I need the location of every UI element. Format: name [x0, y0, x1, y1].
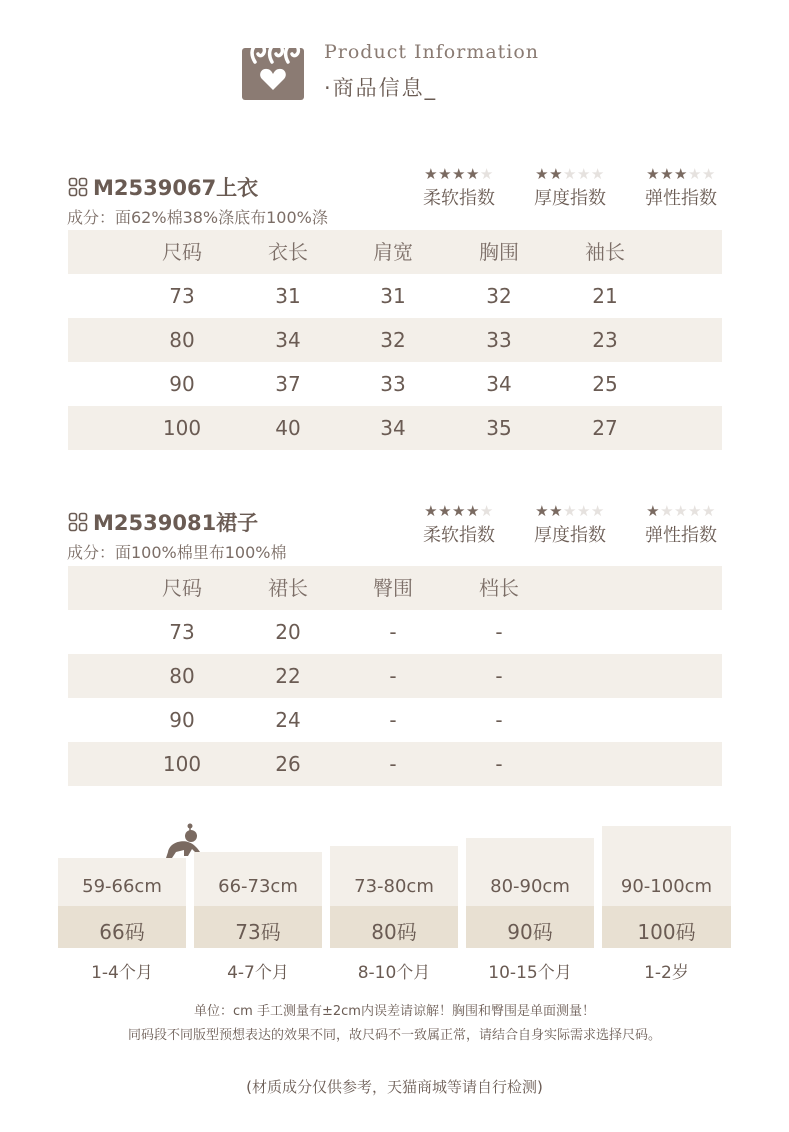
age-range: 1-4个月: [91, 963, 153, 983]
height-range: 80-90cm: [490, 876, 570, 897]
size-code: 100码: [637, 920, 696, 944]
shopping-bag-heart-icon: [242, 38, 304, 100]
star-empty-icon: ★: [660, 502, 675, 520]
star-rating: [414, 166, 504, 182]
table-cell: 23: [592, 328, 618, 352]
column-header: 臀围: [373, 576, 413, 600]
size-code: 73码: [235, 920, 281, 944]
table-cell: 20: [275, 620, 301, 644]
star-rating: [636, 503, 726, 519]
column-header: 尺码: [162, 240, 202, 264]
table-row: [68, 318, 722, 362]
table-cell: -: [389, 664, 397, 688]
column-header: 裙长: [268, 576, 308, 600]
table-cell: 24: [275, 708, 301, 732]
rating-softness: [414, 503, 504, 547]
age-range: 10-15个月: [488, 963, 572, 983]
rating-label: 柔软指数: [423, 188, 495, 209]
table-cell: 31: [380, 284, 406, 308]
rating-label: 弹性指数: [645, 525, 717, 546]
star-empty-icon: ★: [590, 502, 605, 520]
rating-softness: [414, 166, 504, 210]
table-cell: -: [495, 752, 503, 776]
fit-note: 同码段不同版型预想表达的效果不同，故尺码不一致属正常，请结合自身实际需求选择尺码。: [127, 1028, 661, 1043]
star-rating: [525, 503, 615, 519]
table-header-row: [68, 230, 722, 274]
table-cell: 100: [162, 752, 202, 776]
star-filled-icon: ★: [535, 165, 550, 183]
height-range: 90-100cm: [620, 876, 713, 897]
product-composition: 成分：面100%棉里布100%棉: [67, 543, 287, 562]
age-range: 8-10个月: [357, 963, 431, 983]
rating-label: 柔软指数: [423, 525, 495, 546]
star-filled-icon: ★: [549, 502, 564, 520]
height-range: 59-66cm: [82, 876, 162, 897]
star-filled-icon: ★: [438, 165, 453, 183]
table-cell: 21: [592, 284, 618, 308]
table-cell: 26: [275, 752, 301, 776]
rating-thickness: [525, 503, 615, 547]
star-filled-icon: ★: [660, 165, 675, 183]
table-cell: -: [495, 620, 503, 644]
star-empty-icon: ★: [563, 165, 577, 183]
header-title-cn: ·商品信息_: [324, 76, 438, 100]
star-filled-icon: ★: [424, 165, 439, 183]
table-cell: 25: [592, 372, 618, 396]
column-header: 肩宽: [373, 240, 413, 264]
table-cell: -: [389, 752, 397, 776]
star-filled-icon: ★: [465, 165, 480, 183]
column-header: 档长: [479, 576, 519, 600]
table-cell: -: [389, 708, 397, 732]
rating-thickness: [525, 166, 615, 210]
table-cell: 80: [169, 328, 195, 352]
star-filled-icon: ★: [549, 165, 564, 183]
table-row: [68, 698, 722, 742]
table-header-row: [68, 566, 722, 610]
column-header: 尺码: [162, 576, 202, 600]
table-cell: 32: [380, 328, 406, 352]
star-empty-icon: ★: [701, 165, 716, 183]
table-cell: 90: [169, 708, 195, 732]
star-filled-icon: ★: [674, 165, 688, 183]
age-range: 1-2岁: [644, 963, 689, 983]
table-cell: 73: [169, 620, 195, 644]
star-empty-icon: ★: [590, 165, 605, 183]
column-header: 袖长: [585, 240, 625, 264]
product-title: [68, 507, 258, 537]
rating-label: 厚度指数: [534, 525, 606, 546]
table-cell: 33: [486, 328, 512, 352]
table-cell: 90: [169, 372, 195, 396]
table-cell: 100: [162, 416, 202, 440]
star-rating: [525, 166, 615, 182]
grid-icon: [68, 512, 88, 532]
table-cell: -: [389, 620, 397, 644]
table-row: [68, 274, 722, 318]
rating-elasticity: [636, 166, 726, 210]
star-empty-icon: ★: [576, 502, 591, 520]
size-guide-item: [58, 858, 186, 988]
rating-label: 厚度指数: [534, 188, 606, 209]
size-table: [68, 566, 722, 786]
size-guide-item: [194, 852, 322, 988]
star-filled-icon: ★: [438, 502, 453, 520]
material-disclaimer: (材质成分仅供参考，天猫商城等请自行检测): [246, 1078, 543, 1096]
table-cell: 27: [592, 416, 618, 440]
header-title-en: Product Information: [324, 41, 540, 63]
size-code: 90码: [507, 920, 553, 944]
star-empty-icon: ★: [479, 502, 494, 520]
star-empty-icon: ★: [563, 502, 577, 520]
measurement-note: 单位：cm 手工测量有±2cm内误差请谅解！胸围和臀围是单面测量！: [194, 1004, 595, 1019]
star-rating: [414, 503, 504, 519]
size-table: [68, 230, 722, 450]
height-range: 66-73cm: [218, 876, 298, 897]
table-cell: -: [495, 664, 503, 688]
size-code: 66码: [99, 920, 145, 944]
column-header: 胸围: [479, 240, 519, 264]
table-row: [68, 406, 722, 450]
grid-icon: [68, 177, 88, 197]
star-empty-icon: ★: [687, 165, 702, 183]
star-filled-icon: ★: [646, 165, 661, 183]
table-row: [68, 362, 722, 406]
rating-label: 弹性指数: [645, 188, 717, 209]
star-empty-icon: ★: [687, 502, 702, 520]
product-title: [68, 172, 258, 202]
table-cell: 37: [275, 372, 301, 396]
table-cell: -: [495, 708, 503, 732]
star-empty-icon: ★: [674, 502, 688, 520]
star-filled-icon: ★: [452, 502, 466, 520]
star-rating: [636, 166, 726, 182]
star-filled-icon: ★: [646, 502, 661, 520]
star-empty-icon: ★: [479, 165, 494, 183]
star-filled-icon: ★: [424, 502, 439, 520]
table-cell: 31: [275, 284, 301, 308]
star-filled-icon: ★: [452, 165, 466, 183]
age-range: 4-7个月: [227, 963, 289, 983]
table-row: [68, 654, 722, 698]
star-empty-icon: ★: [576, 165, 591, 183]
table-cell: 34: [380, 416, 406, 440]
star-empty-icon: ★: [701, 502, 716, 520]
size-guide-item: [330, 846, 458, 988]
table-cell: 34: [486, 372, 512, 396]
product-title-text: M2539067上衣: [93, 176, 259, 200]
size-guide-item: [466, 838, 594, 988]
size-code: 80码: [371, 920, 417, 944]
table-row: [68, 742, 722, 786]
rating-elasticity: [636, 503, 726, 547]
table-cell: 32: [486, 284, 512, 308]
table-row: [68, 610, 722, 654]
table-cell: 33: [380, 372, 406, 396]
star-filled-icon: ★: [535, 502, 550, 520]
product-title-text: M2539081裙子: [93, 511, 259, 535]
table-cell: 80: [169, 664, 195, 688]
table-cell: 40: [275, 416, 301, 440]
table-cell: 22: [275, 664, 301, 688]
column-header: 衣长: [268, 240, 308, 264]
height-range: 73-80cm: [354, 876, 434, 897]
table-cell: 35: [486, 416, 512, 440]
size-guide-item: [602, 826, 731, 988]
table-cell: 73: [169, 284, 195, 308]
table-cell: 34: [275, 328, 301, 352]
star-filled-icon: ★: [465, 502, 480, 520]
product-composition: 成分：面62%棉38%涤底布100%涤: [67, 208, 328, 227]
